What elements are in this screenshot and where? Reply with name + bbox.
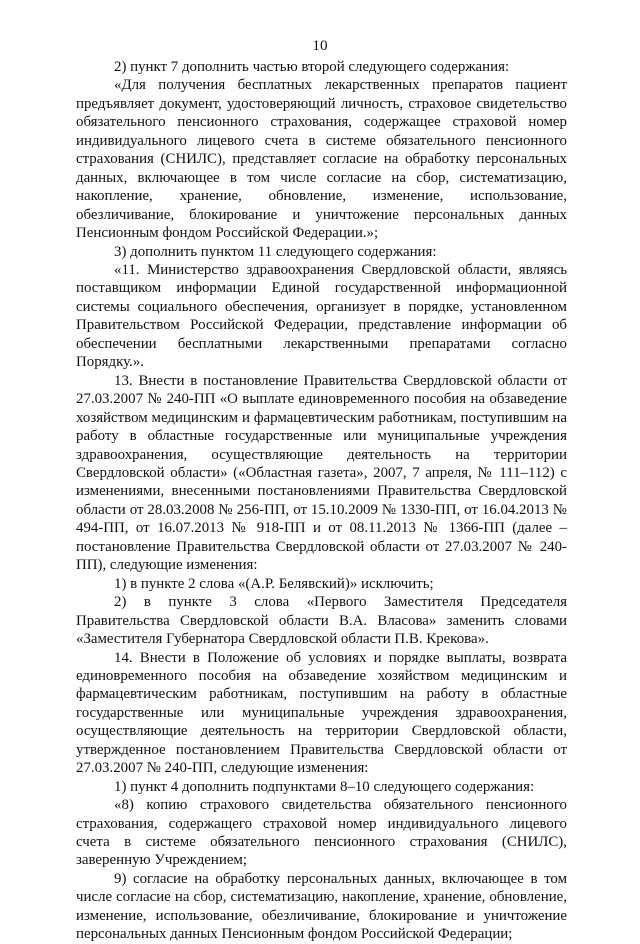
paragraph-section-13: 13. Внести в постановление Правительства Свердловской области от 27.03.2007 № 240-ПП «О выплате единовременного пособия на обзаведение хозяйством медицинским и фармацевтическим работникам, поступившим на работу в областные государственные или муниципальные учреждения здравоохранения, осуществляющие деятельность на территории Свердловской области» («Областная газета», 2007, 7 апреля, № 111–112) с изменениями, внесенными постановлениями Правительства Свердловской области от 28.03.2008 № 256-ПП, от 15.10.2009 № 1330-ПП, от 16.04.2013 № 494-ПП, от 16.07.2013 № 918-ПП и от 08.11.2013 № 1366-ПП (далее – постановление Правительства Свердловской области от 27.03.2007 № 240-ПП), следующие изменения:: [76, 372, 567, 574]
paragraph-section-13-item-2: 2) в пункте 3 слова «Первого Заместителя Председателя Правительства Свердловской области В.А. Власова» заменить словами «Заместителя Губернатора Свердловской области П.В. Крекова».: [76, 594, 567, 648]
paragraph-subitem-8: «8) копию страхового свидетельства обязательного пенсионного страхования, содержащего страховой номер индивидуального лицевого счета в системе обязательного пенсионного страхования (СНИЛС), заверенную Учреждением;: [76, 797, 567, 869]
page-number: 10: [312, 37, 328, 54]
paragraph-section-14: 14. Внести в Положение об условиях и порядке выплаты, возврата единовременного пособия на обзаведение хозяйством медицинским и фармацевтическим работникам, поступившим на работу в областные государственные или муниципальные учреждения здравоохранения, осуществляющие деятельность на территории Свердловской области, утвержденное постановлением Правительства Свердловской области от 27.03.2007 № 240-ПП, следующие изменения:: [76, 649, 567, 777]
document-body: [76, 58, 567, 944]
paragraph-section-14-item-1: 1) пункт 4 дополнить подпунктами 8–10 следующего содержания:: [114, 778, 535, 795]
paragraph-quote-item-11: «11. Министерство здравоохранения Свердловской области, являясь поставщиком информации Единой государственной информационной системы социального обеспечения, организует в порядке, установленном Правительством Российской Федерации, представление информации об обеспечении бесплатными лекарственными препаратами согласно Порядку.».: [76, 261, 567, 371]
paragraph-item-3-intro: 3) дополнить пунктом 11 следующего содержания:: [114, 243, 437, 260]
paragraph-item-2-intro: 2) пункт 7 дополнить частью второй следующего содержания:: [114, 59, 510, 75]
paragraph-subitem-9: 9) согласие на обработку персональных данных, включающее в том числе согласие на сбор, систематизацию, накопление, хранение, обновление, изменение, использование, обезличивание, блокирование и уничтожение персональных данных Пенсионным фондом Российской Федерации;: [76, 870, 567, 943]
paragraph-quote-medicine-documents: «Для получения бесплатных лекарственных препаратов пациент предъявляет документ, удостоверяющий личность, страховое свидетельство обязательного пенсионного страхования, содержащее страховой номер индивидуального лицевого счета в системе обязательного пенсионного страхования (СНИЛС), представляет согласие на обработку персональных данных, включающее в том числе согласие на сбор, систематизацию, накопление, хранение, обновление, изменение, использование, обезличивание, блокирование и уничтожение персональных данных Пенсионным фондом Российской Федерации.»;: [76, 77, 567, 242]
paragraph-section-13-item-1: 1) в пункте 2 слова «(А.Р. Белявский)» исключить;: [114, 575, 434, 592]
